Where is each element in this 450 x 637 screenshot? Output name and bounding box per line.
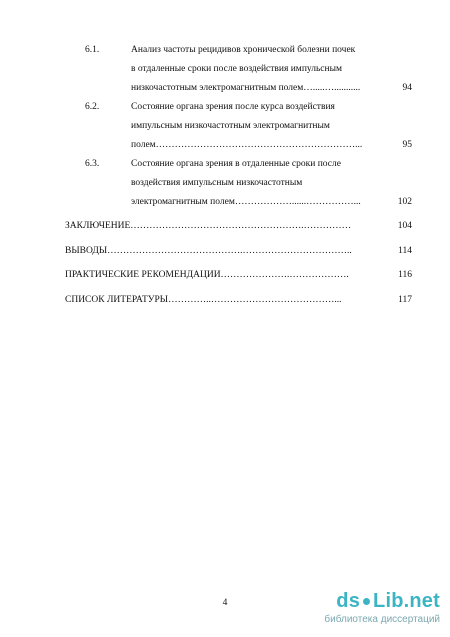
toc-subentry-number: 6.1. [85,45,100,55]
toc-subentry-number: 6.3. [85,159,100,169]
toc-entry-recommendations: ПРАКТИЧЕСКИЕ РЕКОМЕНДАЦИИ………………….………………. [65,270,349,280]
dslib-logo [290,590,440,613]
toc-page-number: 95 [402,140,412,150]
toc-page-number: 117 [398,295,412,305]
page-number: 4 [222,598,228,608]
toc-subentry-title-line: низкочастотным электромагнитным полем….....…........... [131,83,361,93]
toc-page-number: 102 [397,197,412,207]
logo-text-right: Lib.net [373,590,440,612]
toc-entry-findings: ВЫВОДЫ…………………………………….…………………………….. [65,246,352,256]
toc-page-number: 104 [397,221,412,231]
toc-subentry-title-line: Анализ частоты рецидивов хронической болезни почек [131,45,356,55]
dslib-watermark[interactable] [290,590,440,632]
toc-subentry-title-line: воздействия импульсным низкочастотным [131,178,303,188]
toc-page-number: 94 [402,83,412,93]
toc-page-number: 116 [398,270,412,280]
toc-subentry-title-line: импульсным низкочастотным электромагнитным [131,121,330,131]
toc-page-number: 114 [398,246,412,256]
toc-subentry-number: 6.2. [85,102,100,112]
toc-subentry-title-line: электромагнитным полем………………......……………... [131,197,361,207]
toc-subentry-title-line: Состояние органа зрения в отдаленные сроки после [131,159,341,169]
logo-text-left: ds [336,590,361,612]
toc-entry-conclusion: ЗАКЛЮЧЕНИЕ……………………………………………….…………… [65,221,352,231]
toc-subentry-title-line: Состояние органа зрения после курса воздействия [131,102,335,112]
logo-dot-icon [363,598,370,605]
toc-subentry-title-line: полем………………………………………………………... [131,140,363,150]
toc-entry-references: СПИСОК ЛИТЕРАТУРЫ…………..…………………………………... [65,295,342,305]
watermark-subtitle: библиотека диссертаций [324,614,440,625]
toc-subentry-title-line: в отдаленные сроки после воздействия импульсным [131,64,343,74]
